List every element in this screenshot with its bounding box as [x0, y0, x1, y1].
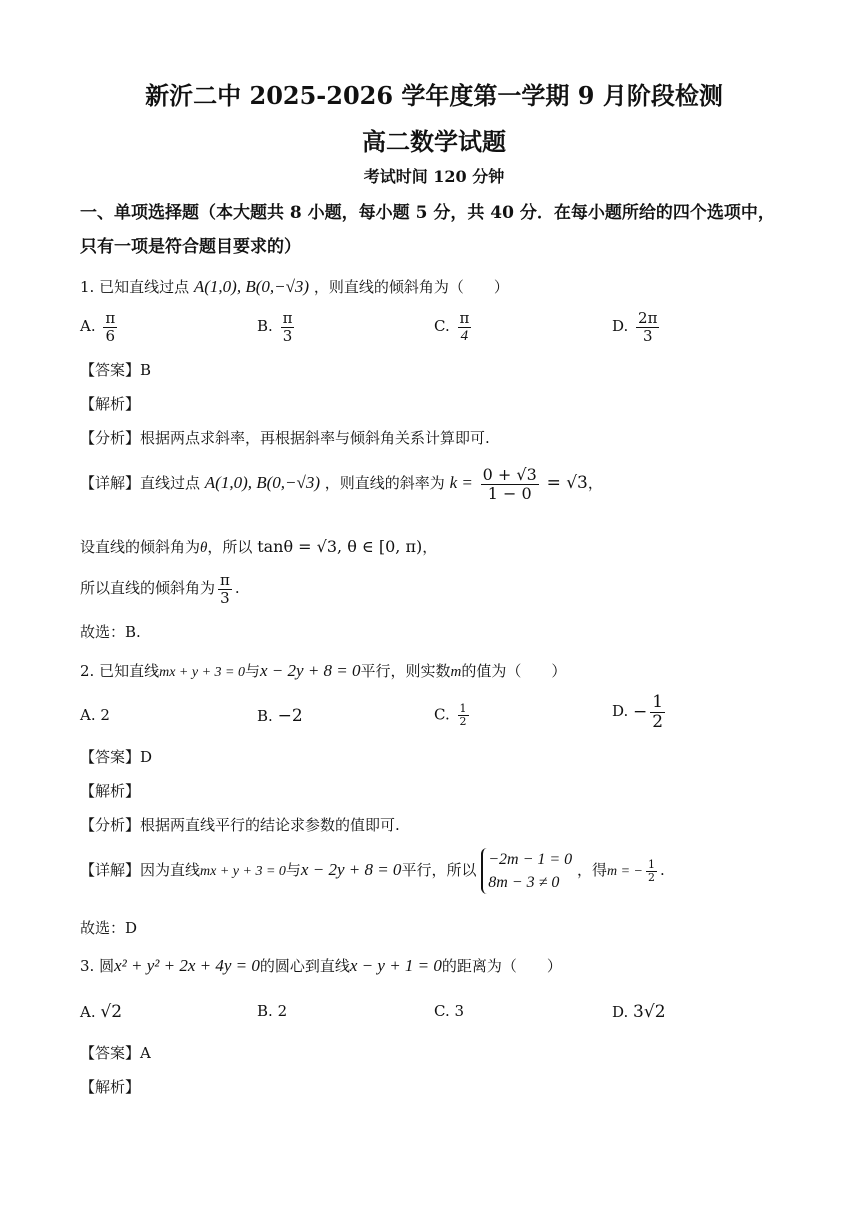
q1-answer: 【答案】B [80, 361, 152, 379]
option-label: A. [80, 317, 96, 335]
option-label: C. [434, 705, 450, 724]
exam-time: 考试时间 120 分钟 [363, 167, 505, 186]
frac-den: 2 [652, 711, 664, 732]
q3-stem-mid: 的圆心到直线 [259, 957, 350, 975]
frac-den: 4 [460, 327, 469, 344]
q3-stem-prefix: 3. 圆 [80, 957, 115, 975]
q2-detail-get: ，得 [576, 861, 607, 880]
option-label: B. [257, 1002, 273, 1020]
q2-detail-mid2: 平行，所以 [401, 861, 477, 880]
option-label: D. [612, 1003, 629, 1021]
frac-num: π [220, 571, 230, 589]
frac-den: 3 [220, 588, 230, 607]
q2-stem-end: 的值为（ ） [461, 662, 567, 680]
q3-line: x − y + 1 = 0 [349, 956, 442, 975]
q1-stem-suffix: ，则直线的倾斜角为（ ） [313, 278, 509, 296]
frac-num: 1 [652, 692, 664, 712]
q1-analysis-label: 【解析】 [80, 395, 141, 413]
q1-fenxi: 【分析】根据两点求斜率，再根据斜率与倾斜角关系计算即可. [80, 429, 490, 447]
q2-answer: 【答案】D [80, 748, 153, 766]
q1-stem-prefix: 1. 已知直线过点 [80, 278, 190, 296]
q3-analysis-label: 【解析】 [80, 1078, 141, 1096]
section-heading-line1: 一、单项选择题（本大题共 8 小题，每小题 5 分，共 40 分．在每小题所给的四个选项中， [80, 203, 775, 223]
q1-stem [80, 276, 509, 297]
q2-option-a[interactable] [80, 706, 110, 724]
q3-answer: 【答案】A [80, 1044, 151, 1062]
q3-option-c[interactable] [434, 1002, 464, 1020]
q2-stem-prefix: 2. 已知直线 [80, 662, 160, 680]
q2-stem-mid: 与 [244, 662, 260, 680]
q2-detail [80, 848, 665, 894]
frac-num: π [459, 309, 470, 327]
frac-den: 3 [642, 326, 653, 345]
q2-sys1: −2m − 1 = 0 [488, 851, 573, 868]
q1-detail-result: = √3 [546, 473, 588, 494]
q1-choose: 故选：B. [80, 623, 141, 641]
q1-line2 [80, 536, 437, 557]
q1-points: A(1,0), B(0,−√3) [193, 277, 310, 296]
q1-detail-points: A(1,0), B(0,−√3) [204, 473, 321, 493]
option-label: D. [612, 317, 629, 335]
option-label: D. [612, 702, 629, 721]
q2-sys2: 8m − 3 ≠ 0 [488, 874, 560, 892]
option-value: −2 [277, 706, 303, 726]
frac-den: 6 [105, 326, 116, 345]
q1-line3-end: . [234, 579, 240, 597]
q1-detail-end: ， [587, 474, 603, 493]
q2-m: m [450, 664, 462, 680]
q1-option-a[interactable] [80, 310, 120, 344]
option-value: 2 [277, 1002, 288, 1020]
q2-stem-suffix: 平行，则实数 [360, 662, 451, 680]
q2-detail-m: m = − [606, 864, 643, 880]
exam-title: 新沂二中 2025-2026 学年度第一学期 9 月阶段检测 [145, 81, 723, 110]
q3-option-b[interactable] [257, 1002, 287, 1020]
q1-line2-prefix: 设直线的倾斜角为 [80, 538, 201, 556]
q2-analysis-label: 【解析】 [80, 782, 141, 800]
option-value: 3 [454, 1002, 465, 1020]
q3-circle: x² + y² + 2x + 4y = 0 [114, 956, 260, 975]
q1-detail-prefix: 【详解】直线过点 [80, 474, 201, 493]
q1-line2-math: tanθ = √3, θ ∈ [0, π) [257, 537, 423, 556]
option-value: 2 [100, 706, 110, 724]
q1-theta: θ [200, 540, 208, 556]
q3-stem [80, 955, 562, 976]
frac-num: π [105, 309, 116, 327]
q2-option-d[interactable] [612, 693, 668, 731]
q2-fenxi: 【分析】根据两直线平行的结论求参数的值即可. [80, 816, 400, 834]
option-label: A. [80, 1003, 96, 1021]
frac-den: 3 [282, 326, 293, 345]
frac-den: 2 [648, 870, 655, 884]
q1-option-b[interactable] [257, 310, 297, 344]
q1-line3 [80, 572, 240, 606]
option-value: 3√2 [633, 1002, 666, 1022]
q3-option-a[interactable] [80, 1002, 122, 1022]
frac-num: 0 + √3 [482, 465, 537, 484]
option-sign: − [633, 702, 648, 723]
q1-option-c[interactable] [434, 310, 474, 344]
q1-detail [80, 466, 603, 502]
frac-num: 1 [459, 702, 467, 715]
frac-num: π [282, 309, 293, 327]
frac-num: 2π [638, 309, 658, 327]
q2-detail-mid: 与 [285, 861, 301, 880]
option-label: A. [80, 706, 96, 724]
q1-detail-mid: ，则直线的斜率为 [324, 474, 445, 493]
q2-line-a: mx + y + 3 = 0 [159, 665, 245, 680]
option-value: √2 [100, 1002, 123, 1022]
q2-detail-b: x − 2y + 8 = 0 [300, 860, 402, 880]
q1-line2-mid: ，所以 [207, 538, 253, 556]
q2-option-b[interactable] [257, 706, 303, 726]
q3-stem-suffix: 的距离为（ ） [441, 957, 562, 975]
q2-stem [80, 660, 566, 681]
q2-option-c[interactable] [434, 703, 472, 728]
q1-line2-end: ， [422, 538, 438, 556]
q2-detail-end: . [660, 861, 665, 880]
option-label: C. [434, 1002, 450, 1020]
q1-detail-k: k = [449, 473, 473, 493]
exam-subtitle: 高二数学试题 [362, 127, 506, 156]
q2-system [481, 848, 572, 894]
q2-detail-a: mx + y + 3 = 0 [200, 864, 286, 880]
q1-line3-prefix: 所以直线的倾斜角为 [80, 579, 216, 597]
q2-detail-prefix: 【详解】因为直线 [80, 861, 201, 880]
frac-num: 1 [648, 857, 655, 871]
q1-option-d[interactable] [612, 310, 662, 344]
frac-den: 2 [459, 715, 467, 729]
option-label: C. [434, 317, 450, 335]
option-label: B. [257, 707, 273, 725]
q3-option-d[interactable] [612, 1002, 666, 1022]
section-heading-line2: 只有一项是符合题目要求的） [80, 237, 301, 257]
frac-den: 1 − 0 [487, 483, 532, 503]
q2-choose: 故选：D [80, 919, 138, 937]
option-label: B. [257, 317, 273, 335]
q2-line-b: x − 2y + 8 = 0 [260, 661, 361, 680]
